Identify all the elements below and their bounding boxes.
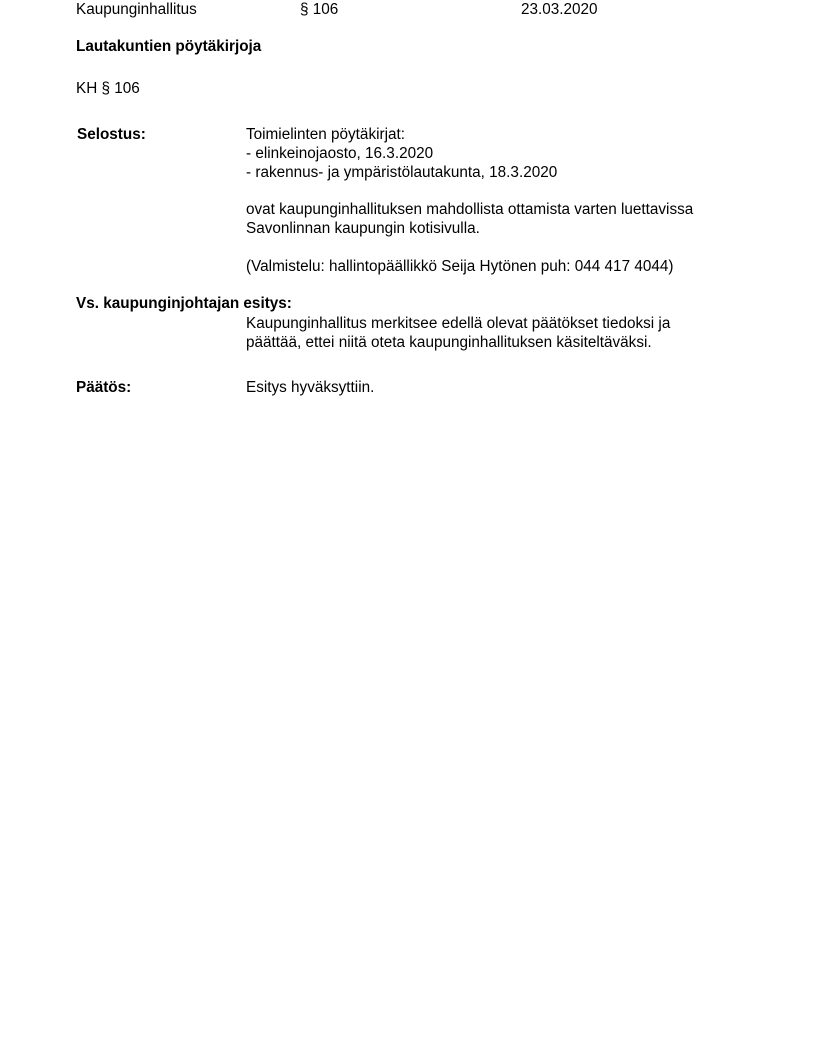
selostus-label: Selostus: [77,126,146,143]
proposal-line: Kaupunginhallitus merkitsee edellä olevat päätökset tiedoksi ja [246,315,671,332]
proposal-line: päättää, ettei niitä oteta kaupunginhallituksen käsiteltäväksi. [246,334,652,351]
proposal-label: Vs. kaupunginjohtajan esitys: [76,295,292,312]
header-organ: Kaupunginhallitus [76,1,197,18]
item-title: Lautakuntien pöytäkirjoja [76,38,262,55]
decision-text: Esitys hyväksyttiin. [246,379,375,396]
header-date: 23.03.2020 [521,1,598,18]
decision-label: Päätös: [76,379,132,396]
selostus-line: Toimielinten pöytäkirjat: [246,126,405,143]
preparer-note: (Valmistelu: hallintopäällikkö Seija Hytönen puh: 044 417 4044) [246,258,674,275]
selostus-line: - rakennus- ja ympäristölautakunta, 18.3.2020 [246,164,558,181]
selostus-line: - elinkeinojaosto, 16.3.2020 [246,145,434,162]
selostus-paragraph-line: Savonlinnan kaupungin kotisivulla. [246,220,480,237]
header-section: § 106 [300,1,339,18]
item-reference: KH § 106 [76,80,140,97]
selostus-paragraph-line: ovat kaupunginhallituksen mahdollista ottamista varten luettavissa [246,201,694,218]
